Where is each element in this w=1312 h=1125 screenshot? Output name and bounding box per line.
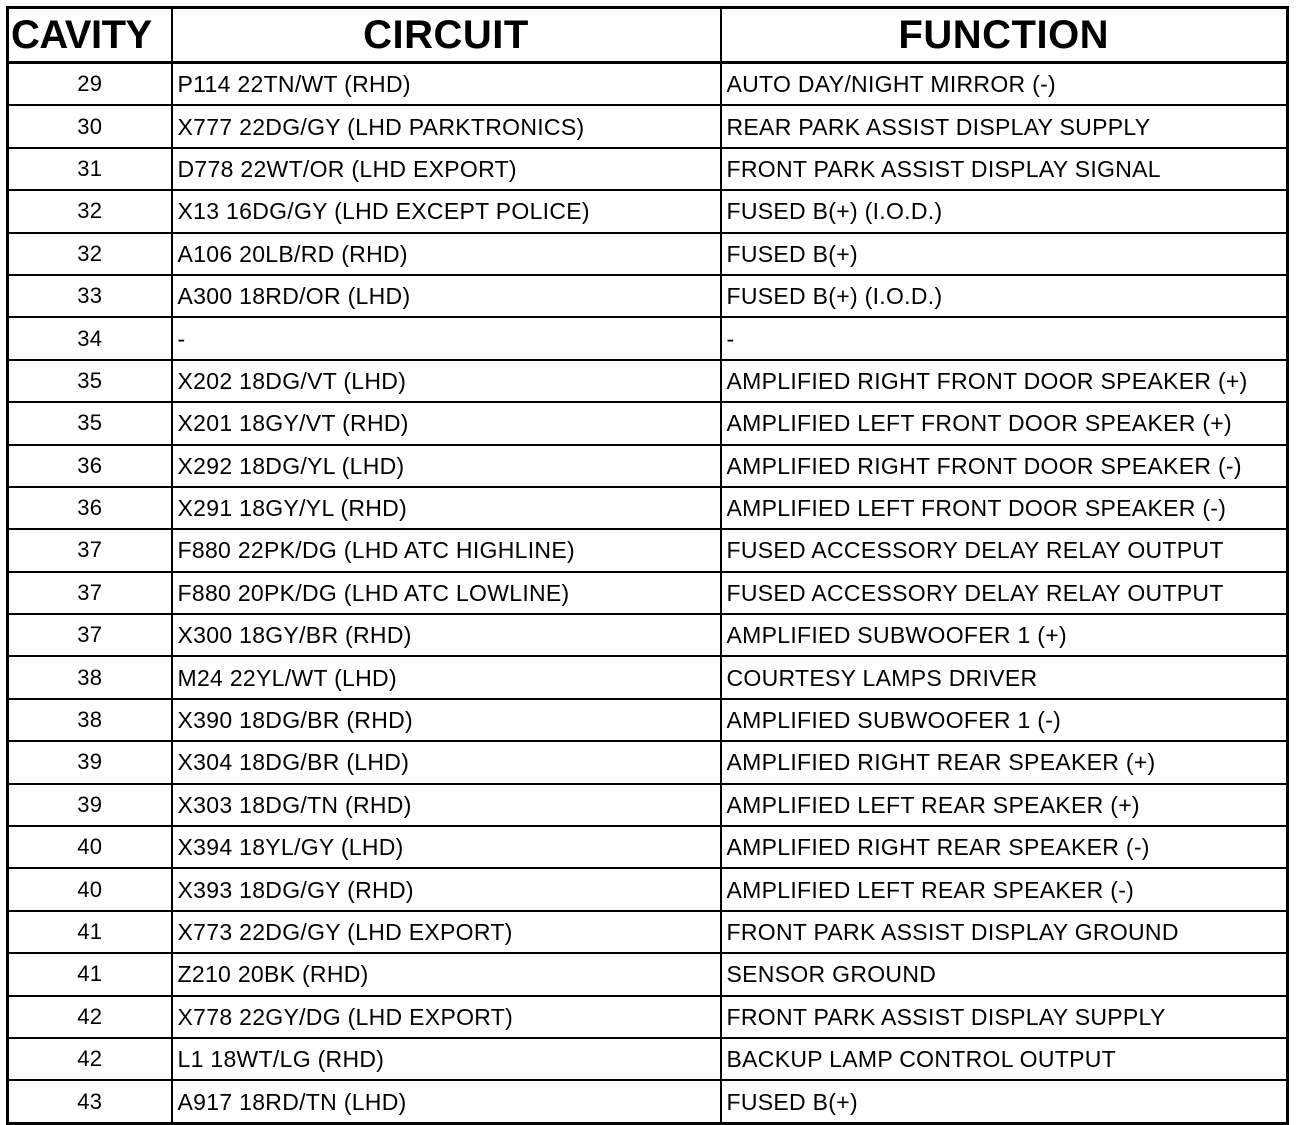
cavity-cell: 41 <box>8 953 172 995</box>
circuit-cell: X778 22GY/DG (LHD EXPORT) <box>172 996 721 1038</box>
cavity-cell: 35 <box>8 402 172 444</box>
cavity-cell: 29 <box>8 63 172 106</box>
function-header: FUNCTION <box>721 8 1288 63</box>
function-cell: FRONT PARK ASSIST DISPLAY SIGNAL <box>721 148 1288 190</box>
header-row <box>8 8 1288 63</box>
cavity-cell: 40 <box>8 868 172 910</box>
function-cell: FUSED ACCESSORY DELAY RELAY OUTPUT <box>721 529 1288 571</box>
table-row <box>8 868 1288 910</box>
cavity-cell: 39 <box>8 784 172 826</box>
cavity-cell: 38 <box>8 699 172 741</box>
circuit-cell: M24 22YL/WT (LHD) <box>172 656 721 698</box>
circuit-cell: - <box>172 317 721 359</box>
table-row <box>8 784 1288 826</box>
table-row <box>8 572 1288 614</box>
table-row <box>8 275 1288 317</box>
circuit-cell: A917 18RD/TN (LHD) <box>172 1080 721 1123</box>
circuit-cell: X390 18DG/BR (RHD) <box>172 699 721 741</box>
circuit-cell: A300 18RD/OR (LHD) <box>172 275 721 317</box>
function-cell: AMPLIFIED LEFT FRONT DOOR SPEAKER (+) <box>721 402 1288 444</box>
table-row <box>8 148 1288 190</box>
function-cell: FUSED B(+) (I.O.D.) <box>721 275 1288 317</box>
table-row <box>8 614 1288 656</box>
cavity-cell: 37 <box>8 614 172 656</box>
table-body <box>8 63 1288 1124</box>
function-cell: SENSOR GROUND <box>721 953 1288 995</box>
table-row <box>8 233 1288 275</box>
circuit-cell: X303 18DG/TN (RHD) <box>172 784 721 826</box>
circuit-cell: X394 18YL/GY (LHD) <box>172 826 721 868</box>
function-cell: AMPLIFIED LEFT REAR SPEAKER (+) <box>721 784 1288 826</box>
cavity-cell: 31 <box>8 148 172 190</box>
cavity-cell: 37 <box>8 529 172 571</box>
function-cell: AMPLIFIED RIGHT REAR SPEAKER (-) <box>721 826 1288 868</box>
table-row <box>8 529 1288 571</box>
circuit-cell: X291 18GY/YL (RHD) <box>172 487 721 529</box>
table-row <box>8 911 1288 953</box>
table-row <box>8 1038 1288 1080</box>
cavity-cell: 43 <box>8 1080 172 1123</box>
function-cell: FUSED B(+) <box>721 233 1288 275</box>
cavity-cell: 39 <box>8 741 172 783</box>
cavity-cell: 34 <box>8 317 172 359</box>
function-cell: AMPLIFIED RIGHT FRONT DOOR SPEAKER (+) <box>721 360 1288 402</box>
cavity-cell: 38 <box>8 656 172 698</box>
cavity-cell: 32 <box>8 190 172 232</box>
table-row <box>8 487 1288 529</box>
circuit-cell: A106 20LB/RD (RHD) <box>172 233 721 275</box>
table-row <box>8 63 1288 106</box>
circuit-cell: F880 22PK/DG (LHD ATC HIGHLINE) <box>172 529 721 571</box>
table-row <box>8 1080 1288 1123</box>
table-row <box>8 402 1288 444</box>
circuit-cell: X773 22DG/GY (LHD EXPORT) <box>172 911 721 953</box>
function-cell: AMPLIFIED LEFT REAR SPEAKER (-) <box>721 868 1288 910</box>
function-cell: FUSED B(+) (I.O.D.) <box>721 190 1288 232</box>
table-row <box>8 317 1288 359</box>
function-cell: FUSED B(+) <box>721 1080 1288 1123</box>
function-cell: - <box>721 317 1288 359</box>
circuit-cell: X393 18DG/GY (RHD) <box>172 868 721 910</box>
cavity-cell: 37 <box>8 572 172 614</box>
table-row <box>8 996 1288 1038</box>
circuit-cell: P114 22TN/WT (RHD) <box>172 63 721 106</box>
function-cell: COURTESY LAMPS DRIVER <box>721 656 1288 698</box>
circuit-cell: X300 18GY/BR (RHD) <box>172 614 721 656</box>
table-row <box>8 445 1288 487</box>
cavity-cell: 30 <box>8 105 172 147</box>
function-cell: FUSED ACCESSORY DELAY RELAY OUTPUT <box>721 572 1288 614</box>
function-cell: FRONT PARK ASSIST DISPLAY GROUND <box>721 911 1288 953</box>
cavity-cell: 36 <box>8 487 172 529</box>
table-row <box>8 953 1288 995</box>
function-cell: FRONT PARK ASSIST DISPLAY SUPPLY <box>721 996 1288 1038</box>
cavity-cell: 33 <box>8 275 172 317</box>
function-cell: REAR PARK ASSIST DISPLAY SUPPLY <box>721 105 1288 147</box>
cavity-cell: 32 <box>8 233 172 275</box>
circuit-cell: D778 22WT/OR (LHD EXPORT) <box>172 148 721 190</box>
cavity-cell: 41 <box>8 911 172 953</box>
table-row <box>8 656 1288 698</box>
function-cell: AMPLIFIED RIGHT REAR SPEAKER (+) <box>721 741 1288 783</box>
circuit-cell: X13 16DG/GY (LHD EXCEPT POLICE) <box>172 190 721 232</box>
circuit-header: CIRCUIT <box>172 8 721 63</box>
circuit-cell: X304 18DG/BR (LHD) <box>172 741 721 783</box>
cavity-cell: 42 <box>8 1038 172 1080</box>
table-row <box>8 360 1288 402</box>
connector-pinout-sheet <box>6 6 1289 1125</box>
cavity-cell: 36 <box>8 445 172 487</box>
function-cell: BACKUP LAMP CONTROL OUTPUT <box>721 1038 1288 1080</box>
function-cell: AUTO DAY/NIGHT MIRROR (-) <box>721 63 1288 106</box>
cavity-cell: 40 <box>8 826 172 868</box>
circuit-cell: X777 22DG/GY (LHD PARKTRONICS) <box>172 105 721 147</box>
cavity-cell: 35 <box>8 360 172 402</box>
function-cell: AMPLIFIED LEFT FRONT DOOR SPEAKER (-) <box>721 487 1288 529</box>
cavity-cell: 42 <box>8 996 172 1038</box>
circuit-cell: F880 20PK/DG (LHD ATC LOWLINE) <box>172 572 721 614</box>
table-row <box>8 699 1288 741</box>
function-cell: AMPLIFIED SUBWOOFER 1 (-) <box>721 699 1288 741</box>
table-row <box>8 741 1288 783</box>
table-row <box>8 105 1288 147</box>
circuit-cell: L1 18WT/LG (RHD) <box>172 1038 721 1080</box>
table-row <box>8 190 1288 232</box>
circuit-cell: Z210 20BK (RHD) <box>172 953 721 995</box>
circuit-cell: X292 18DG/YL (LHD) <box>172 445 721 487</box>
table-row <box>8 826 1288 868</box>
pinout-table <box>6 6 1289 1125</box>
cavity-header: CAVITY <box>8 8 172 63</box>
function-cell: AMPLIFIED SUBWOOFER 1 (+) <box>721 614 1288 656</box>
circuit-cell: X202 18DG/VT (LHD) <box>172 360 721 402</box>
circuit-cell: X201 18GY/VT (RHD) <box>172 402 721 444</box>
function-cell: AMPLIFIED RIGHT FRONT DOOR SPEAKER (-) <box>721 445 1288 487</box>
